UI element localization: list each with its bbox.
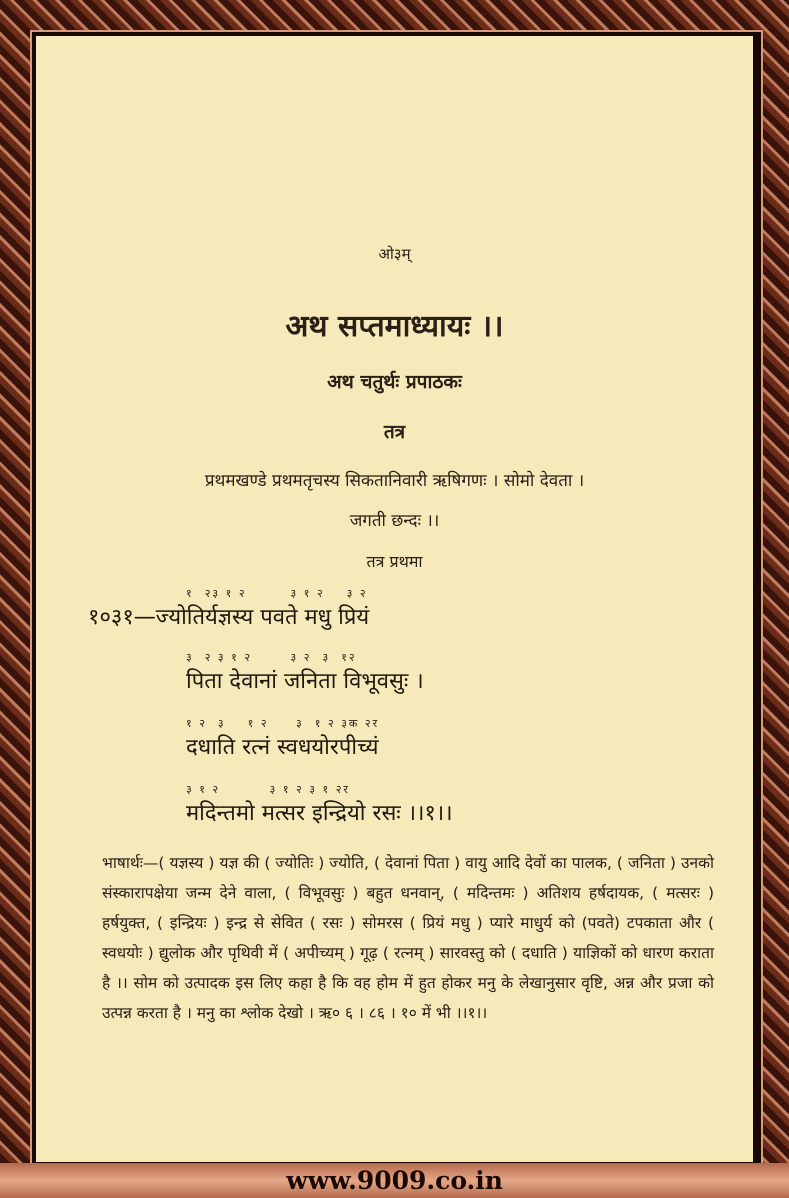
svara-marks-2: ३ २ ३ १ २ ३ २ ३ १२ (186, 651, 357, 664)
chapter-title: अथ सप्तमाध्यायः ।। (285, 309, 504, 344)
prathama-heading: तत्र प्रथमा (366, 552, 423, 571)
verse-line-4 (186, 782, 453, 827)
verse-line-1 (88, 586, 369, 631)
verse-text-2: पिता देवानां जनिता विभूवसुः । (186, 669, 424, 694)
rishi-devata-line: प्रथमखण्डे प्रथमतृचस्य सिकतानिवारी ऋषिगणः । सोमो देवता । (204, 471, 585, 491)
chhanda-line: जगती छन्दः ।। (349, 511, 440, 531)
verse-line-3 (186, 716, 379, 761)
svara-marks-4: ३ १ २ ३ १ २ ३ १ २र (186, 783, 350, 796)
tatra-heading: तत्र (383, 421, 406, 443)
om-heading: ओ३म् (378, 245, 411, 263)
website-footer[interactable]: www.9009.co.in (0, 1163, 789, 1198)
bhashartha-paragraph: भाषार्थः—( यज्ञस्य ) यज्ञ की ( ज्योतिः ) ज्योति, ( देवानां पिता ) वायु आदि देवों का पालक, ( जनिता ) उनको संस्कारापक्षेया जन्म देने वाला, ( विभूवसुः ) बहुत धनवान्, ( मदिन्तमः ) अतिशय हर्षदायक, ( मत्सरः ) हर्षयुक्त, ( इन्द्रियः ) इन्द्र से सेवित ( रसः ) सोमरस ( प्रियं मधु ) प्यारे माधुर्य को (पवते) टपकाता और ( स्वधयोः ) द्युलोक और पृथिवी में ( अपीच्यम् ) गूढ़ ( रत्नम् ) सारवस्तु को ( दधाति ) याज्ञिकों को धारण कराता है ।। सोम को उत्पादक इस लिए कहा है कि वह होम में हुत होकर मनु के लेखानुसार वृष्टि, अन्न और प्रजा को उत्पन्न करता है । मनु का श्लोक देखो । ऋ० ६ । ८६ । १० में भी ।।१।। (102, 854, 714, 1022)
svara-marks-1: १ २३ १ २ ३ १ २ ३ २ (186, 587, 368, 600)
scripture-page (36, 36, 753, 1162)
svara-marks-3: १ २ ३ १ २ ३ १ २ ३क २र (186, 717, 380, 730)
verse-text-1: ज्योतिर्यज्ञस्य पवते मधु प्रियं (155, 605, 370, 630)
verse-line-2 (186, 650, 424, 695)
verse-text-4: मदिन्तमो मत्सर इन्द्रियो रसः ।।१।। (186, 801, 453, 826)
prapathaka-subtitle: अथ चतुर्थः प्रपाठकः (327, 371, 462, 393)
verse-text-3: दधाति रत्नं स्वधयोरपीच्यं (186, 735, 379, 760)
verse-number: १०३१— (88, 605, 156, 630)
